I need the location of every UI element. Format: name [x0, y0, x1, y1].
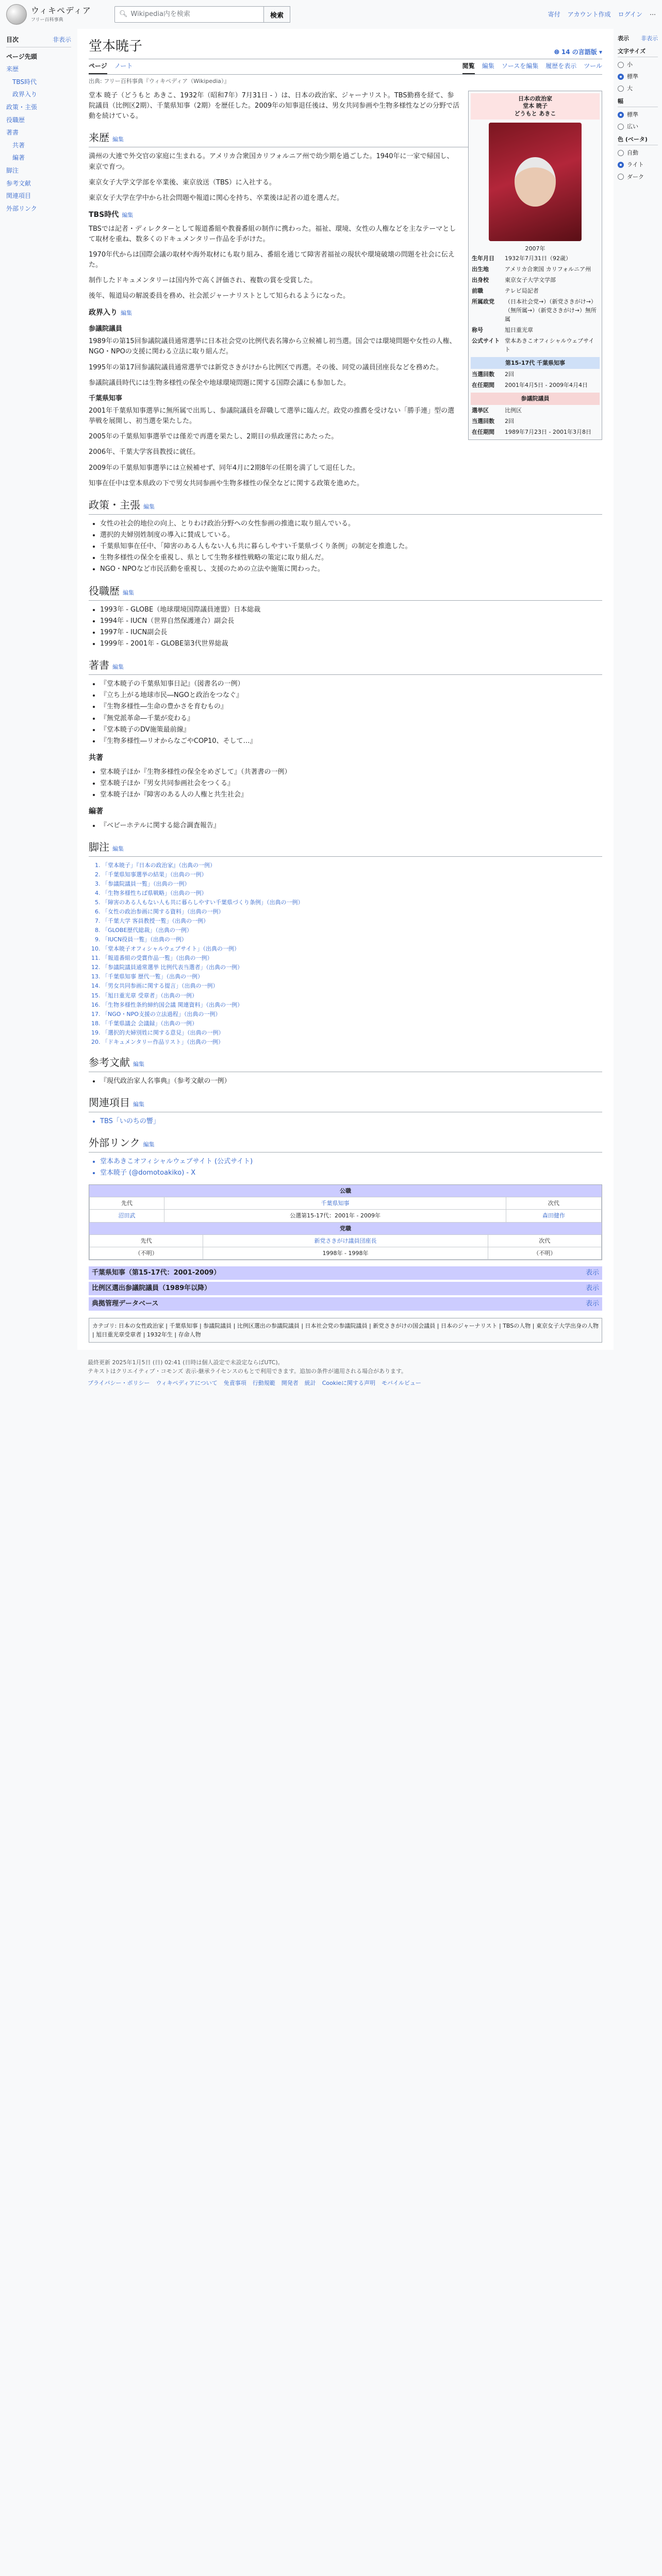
wikipedia-globe-icon	[6, 4, 27, 25]
infobox-row-label: 所属政党	[472, 298, 494, 306]
toc-item[interactable]: 外部リンク	[6, 205, 37, 212]
paragraph: 1970年代からは国際会議の取材や海外取材にも取り組み、番組を通じて障害者福祉の現状や環境破壊の問題を社会に伝えた。	[89, 250, 455, 269]
edit-link[interactable]: 編集	[122, 211, 134, 218]
role-item: • 1999年 - 2001年 - GLOBE第3代世界総裁	[100, 639, 602, 649]
reference-item[interactable]: 11. 「報道番組の受賞作品一覧」（出典の一例）	[102, 954, 602, 962]
book-item: • 『堂本暁子のDV施策最前線』	[100, 725, 602, 735]
infobox-row-label: 生年月日	[472, 255, 494, 262]
related-item[interactable]: • TBS「いのちの響」	[100, 1116, 602, 1127]
infobox-reading: どうもと あきこ	[514, 110, 556, 117]
reference-item[interactable]: 17. 「NGO・NPO支援の立法過程」（出典の一例）	[102, 1010, 602, 1019]
toc-item[interactable]: 役職歴	[6, 116, 25, 124]
reference-item[interactable]: 14. 「男女共同参画に関する提言」（出典の一例）	[102, 981, 602, 990]
radio-option[interactable]	[618, 110, 658, 119]
site-name: ウィキペディア	[31, 5, 91, 15]
paragraph: 1989年の第15回参議院議員通常選挙に日本社会党の比例代表名簿から立候補し初当選。国会では環境問題や女性の人権、NGO・NPOの支援に関わる立法に取り組んだ。	[89, 337, 456, 356]
radio-label: 標準	[627, 111, 638, 118]
paragraph: 2009年の千葉県知事選挙には立候補せず、同年4月に2期8年の任期を満了して退任した。	[89, 464, 359, 472]
radio-option[interactable]	[618, 160, 658, 169]
category-links[interactable]: カテゴリ: 日本の女性政治家 | 千葉県知事 | 参議院議員 | 比例区選出の参議院議員 | 日本社会党の参議院議員 | 新党さきがけの国会議員 | 日本のジャーナリスト | TBSの人物 | 東京女子大学出身の人物 | 旭日重光章受章者 | 1932年生 | 存命人物	[89, 1318, 602, 1343]
coauthored-list	[89, 767, 602, 800]
infobox-row-label: 出身校	[472, 276, 489, 283]
external-link[interactable]: • 堂本あきこオフィシャルウェブサイト (公式サイト)	[100, 1157, 602, 1167]
license-note: テキストはクリエイティブ・コモンズ 表示-継承ライセンスのもとで利用できます。追加の条件が適用される場合があります。	[88, 1368, 407, 1375]
paragraph: 2001年千葉県知事選挙に無所属で出馬し、参議院議員を辞職して選挙に臨んだ。政党の推薦を受けない「勝手連」型の選挙戦を展開し、初当選を果たした。	[89, 406, 455, 426]
edit-link[interactable]: 編集	[133, 1060, 144, 1067]
toc-item[interactable]: 共著	[12, 141, 25, 149]
radio-icon	[618, 62, 624, 68]
appearance-hide-button[interactable]: 非表示	[641, 35, 658, 42]
reference-item[interactable]: 1. 「堂本暁子」『日本の政治家』（出典の一例）	[102, 861, 602, 870]
edited-item: • 『ベビーホテルに関する総合調査報告』	[100, 821, 602, 831]
related-list	[89, 1116, 602, 1127]
reference-item[interactable]: 10. 「堂本暁子オフィシャルウェブサイト」（出典の一例）	[102, 944, 602, 953]
policy-item: • 女性の社会的地位の向上、とりわけ政治分野への女性参画の推進に取り組んでいる。	[100, 519, 602, 529]
toc-sidebar	[0, 29, 77, 1350]
reference-item[interactable]: 7. 「千葉大学 客員教授一覧」（出典の一例）	[102, 917, 602, 925]
navbox-head-party: 党職	[89, 1223, 602, 1234]
role-item: • 1994年 - IUCN（世界自然保護連合）副会長	[100, 616, 602, 626]
edit-link[interactable]: 編集	[143, 1141, 155, 1148]
radio-icon	[618, 112, 624, 118]
reference-item[interactable]: 13. 「千葉県知事 歴代一覧」（出典の一例）	[102, 972, 602, 981]
appearance-panel	[614, 29, 662, 1350]
policy-item: • NGO・NPOなど市民活動を重視し、支援のための立法や施策に関わった。	[100, 564, 602, 574]
reference-item[interactable]: 12. 「参議院議員通常選挙 比例代表当選者」（出典の一例）	[102, 963, 602, 972]
page-footer	[0, 1350, 662, 1396]
last-updated: 最終更新 2025年1月5日 (日) 02:41 (日時は個人設定で未設定ならばUTC)。	[88, 1359, 284, 1366]
reference-item[interactable]: 9. 「IUCN役員一覧」（出典の一例）	[102, 935, 602, 944]
edit-link[interactable]: 編集	[121, 310, 132, 317]
footer-link[interactable]: プライバシー・ポリシー	[88, 1380, 150, 1387]
succession-navbox: 公職 先代 千葉県知事 次代 沼田武 公選第15-17代：2001年 - 2009年 森田健作 党職 先代 新党さきがけ議員団座長 次代 （不明） 1998年 - 1998年 （不明）	[89, 1184, 602, 1260]
language-button[interactable]: 🌐︎ 14 の言語版 ▾	[554, 48, 602, 56]
infobox-row-value: テレビ局記者	[505, 287, 539, 295]
radio-label: 大	[627, 85, 633, 92]
section-coauthored: 共著	[89, 753, 103, 762]
infobox-row	[471, 416, 600, 427]
radio-icon	[618, 124, 624, 130]
book-item: • 『立ち上がる地球市民―NGOと政治をつなぐ』	[100, 690, 602, 701]
toc-item[interactable]: 脚注	[6, 166, 19, 174]
section-books: 著書 編集	[89, 657, 602, 675]
site-tagline: フリー百科事典	[31, 18, 63, 23]
infobox-row	[471, 427, 600, 437]
more-icon[interactable]: ⋯	[650, 10, 656, 18]
site-logo[interactable]	[6, 4, 99, 25]
toc-title: 目次	[6, 36, 19, 43]
infobox-row-label: 在任期間	[472, 382, 494, 389]
tab-read[interactable]: 閲覧	[462, 59, 475, 74]
infobox-name: 堂本 暁子	[523, 103, 548, 110]
radio-label: ダーク	[627, 173, 644, 180]
radio-icon	[618, 86, 624, 92]
footer-link[interactable]: 開発者	[281, 1380, 299, 1387]
infobox-row	[471, 405, 600, 416]
footer-link[interactable]: Cookieに関する声明	[322, 1380, 376, 1387]
paragraph: 2005年の千葉県知事選挙では僅差で再選を果たし、2期目の県政運営にあたった。	[89, 433, 338, 441]
page-title: 堂本暁子	[89, 39, 143, 54]
radio-label: 標準	[627, 73, 638, 80]
search-input[interactable]	[114, 6, 264, 23]
donate-link[interactable]: 寄付	[548, 10, 560, 18]
infobox-row-value: 2001年4月5日 - 2009年4月4日	[505, 382, 588, 389]
infobox-row-label: 出生地	[472, 265, 489, 273]
radio-label: 広い	[627, 123, 638, 130]
edit-link[interactable]: 編集	[112, 664, 124, 671]
navbox-authority[interactable]: 典拠管理データベース 表示	[89, 1297, 602, 1311]
edit-link[interactable]: 編集	[133, 1100, 144, 1108]
search-button[interactable]: 検索	[264, 6, 290, 23]
section-history: 来歴 編集	[89, 130, 602, 147]
infobox-table-1	[471, 253, 600, 355]
main-content	[77, 29, 614, 1350]
roles-list	[89, 605, 602, 650]
toc-list	[6, 50, 71, 215]
policy-item: • 生物多様性の保全を重視し、県として生物多様性戦略の策定に取り組んだ。	[100, 553, 602, 563]
navbox-head-office: 公職	[89, 1185, 602, 1197]
bibliography-list	[89, 1076, 602, 1087]
edit-link[interactable]: 編集	[143, 503, 155, 510]
radio-icon	[618, 150, 624, 156]
radio-option[interactable]	[618, 148, 658, 157]
subsection-governor: 千葉県知事	[89, 394, 123, 402]
infobox-row-value: 比例区	[505, 406, 522, 414]
infobox-row-value: 東京女子大学文学部	[505, 276, 556, 283]
radio-option[interactable]	[618, 72, 658, 81]
external-link[interactable]: • 堂本暁子 (@domotoakiko) - X	[100, 1168, 602, 1178]
toc-item[interactable]: 来歴	[6, 65, 19, 73]
paragraph: 参議院議員時代には生物多様性の保全や地球環境問題に関する国際会議にも参加した。	[89, 379, 351, 387]
site-header	[0, 0, 662, 29]
section-references: 脚注 編集	[89, 839, 602, 857]
infobox-row-value: 旭日重光章	[505, 327, 533, 334]
color-options	[618, 148, 658, 181]
reference-item[interactable]: 3. 「参議院議員一覧」（出典の一例）	[102, 879, 602, 888]
book-item: • 『堂本暁子の千葉県知事日記』（図書名の一例）	[100, 679, 602, 689]
footer-link[interactable]: モバイルビュー	[382, 1380, 422, 1387]
footer-links	[88, 1379, 574, 1387]
reference-item[interactable]: 20. 「ドキュメンタリー作品リスト」（出典の一例）	[102, 1038, 602, 1046]
login-link[interactable]: ログイン	[618, 10, 642, 18]
role-item: • 1997年 - IUCN副会長	[100, 628, 602, 638]
infobox-row	[471, 335, 600, 355]
toc-hide-button[interactable]: 非表示	[52, 36, 71, 43]
footer-link[interactable]: 行動規範	[252, 1380, 275, 1387]
infobox-row	[471, 275, 600, 285]
infobox-row	[471, 285, 600, 296]
infobox-row	[471, 325, 600, 335]
appearance-title: 表示	[618, 35, 629, 42]
search-placeholder: Wikipedia内を検索	[130, 10, 190, 18]
section-related: 関連項目 編集	[89, 1095, 602, 1112]
tab-edit-source[interactable]: ソースを編集	[501, 62, 539, 70]
section-edited: 編著	[89, 807, 103, 816]
reference-item[interactable]: 19. 「選択的夫婦別姓に関する意見」（出典の一例）	[102, 1028, 602, 1037]
edited-list	[89, 821, 602, 831]
page-tabs	[89, 59, 602, 75]
paragraph: 満州の大連で外交官の家庭に生まれる。アメリカ合衆国カリフォルニア州で幼少期を過ごした。1940年に一家で帰国し、東京で育つ。	[89, 152, 454, 171]
radio-option[interactable]	[618, 122, 658, 131]
search-icon: 🔍︎	[119, 10, 128, 18]
radio-icon	[618, 74, 624, 80]
paragraph: 東京女子大学文学部を卒業後、東京放送（TBS）に入社する。	[89, 178, 276, 187]
infobox-table-2	[471, 369, 600, 391]
infobox-row-label: 公式サイト	[472, 337, 500, 345]
infobox-band-governor: 第15-17代 千葉県知事	[471, 357, 600, 369]
width-title: 幅	[618, 97, 658, 107]
subsection-councillor: 参議院議員	[89, 325, 123, 333]
coauthored-item: • 堂本暁子ほか『生物多様性の保全をめざして』（共著書の一例）	[100, 767, 602, 777]
book-item: • 『生物多様性―生命の豊かさを育むもの』	[100, 702, 602, 712]
infobox-band-councillor: 参議院議員	[471, 393, 600, 404]
color-title: 色 (ベータ)	[618, 135, 658, 145]
infobox-row-value: 2回	[505, 417, 514, 425]
policy-item: • 千葉県知事在任中、「障害のある人もない人も共に暮らしやすい千葉県づくり条例」の制定を推進した。	[100, 541, 602, 552]
infobox-row	[471, 264, 600, 275]
toc-item[interactable]: 関連項目	[6, 192, 31, 200]
infobox-row	[471, 380, 600, 391]
infobox-table-3	[471, 405, 600, 437]
infobox-row-value: （日本社会党→）（新党さきがけ→）（無所属→）（新党さきがけ→）無所属	[505, 298, 597, 323]
paragraph: TBSでは記者・ディレクターとして報道番組や教養番組の制作に携わった。福祉、環境、女性の人権などを主なテーマとして取材を重ね、数多くのドキュメンタリー作品を手がけた。	[89, 225, 456, 243]
reference-item[interactable]: 8. 「GLOBE歴代総裁」（出典の一例）	[102, 926, 602, 935]
edit-link[interactable]: 編集	[112, 845, 124, 852]
infobox-row-value: アメリカ合衆国 カリフォルニア州	[505, 265, 591, 273]
reference-item[interactable]: 18. 「千葉県議会 会議録」（出典の一例）	[102, 1019, 602, 1028]
coauthored-item: • 堂本暁子ほか『障害のある人の人権と共生社会』	[100, 790, 602, 800]
coauthored-item: • 堂本暁子ほか『男女共同参画社会をつくる』	[100, 778, 602, 789]
infobox-row-label: 在任期間	[472, 428, 494, 435]
radio-label: 小	[627, 61, 633, 69]
reference-item[interactable]: 16. 「生物多様性条約締約国会議 関連資料」（出典の一例）	[102, 1001, 602, 1009]
infobox-row-label: 前職	[472, 287, 483, 295]
books-list	[89, 679, 602, 747]
toc-item[interactable]: TBS時代	[12, 78, 37, 86]
infobox-row-value: 1932年7月31日（92歳）	[505, 255, 571, 262]
paragraph: 知事在任中は堂本県政の下で男女共同参画や生物多様性の保全などに関する政策を進めた。	[89, 479, 364, 487]
section-tbs: TBS時代 編集	[89, 210, 134, 219]
role-item: • 1993年 - GLOBE（地球環境国際議員連盟）日本総裁	[100, 605, 602, 615]
infobox-category: 日本の政治家	[518, 95, 552, 102]
infobox-row-value: 堂本あきこオフィシャルウェブサイト	[505, 337, 594, 353]
paragraph: 2006年、千葉大学客員教授に就任。	[89, 448, 200, 456]
reference-item[interactable]: 6. 「女性の政治参画に関する資料」（出典の一例）	[102, 907, 602, 916]
create-account-link[interactable]: アカウント作成	[567, 10, 611, 18]
text-size-options	[618, 60, 658, 93]
toc-item[interactable]: 著書	[6, 129, 19, 137]
photo-caption: 2007年	[525, 245, 545, 252]
infobox-row-label: 選挙区	[472, 406, 489, 414]
tab-talk[interactable]: ノート	[114, 62, 133, 70]
toc-item[interactable]: 政界入り	[12, 91, 38, 98]
infobox-row	[471, 253, 600, 264]
references-list	[89, 861, 602, 1046]
external-links-list	[89, 1157, 602, 1178]
toc-item[interactable]: 参考文献	[6, 179, 31, 187]
reference-item[interactable]: 15. 「旭日重光章 受章者」（出典の一例）	[102, 991, 602, 1000]
search-form	[114, 6, 290, 23]
footer-link[interactable]: 統計	[304, 1380, 316, 1387]
infobox-row-label: 称号	[472, 327, 483, 334]
edit-link[interactable]: 編集	[112, 136, 124, 143]
policy-item: • 選択的夫婦別姓制度の導入に賛成している。	[100, 530, 602, 540]
radio-label: 自動	[627, 149, 638, 157]
reference-item[interactable]: 2. 「千葉県知事選挙の結果」（出典の一例）	[102, 870, 602, 879]
page-source-note: 出典: フリー百科事典『ウィキペディア（Wikipedia）』	[89, 77, 230, 84]
edit-link[interactable]: 編集	[123, 589, 134, 596]
intro-paragraph: 堂本 暁子（どうもと あきこ、1932年（昭和7年）7月31日 - ）は、日本の政治家、ジャーナリスト。TBS勤務を経て、参院議員（比例区2期）、千葉県知事（2期）を歴任した。2009年の知事退任後は、男女共同参画や生物多様性などの分野で活動を続けている。	[89, 91, 460, 121]
tab-history[interactable]: 履歴を表示	[545, 62, 577, 70]
reference-item[interactable]: 4. 「生物多様性ちば県戦略」（出典の一例）	[102, 889, 602, 897]
paragraph: 後年、報道局の解説委員を務め、社会派ジャーナリストとして知られるようになった。	[89, 292, 350, 300]
section-external: 外部リンク 編集	[89, 1135, 602, 1153]
infobox-row-label: 当選回数	[472, 371, 494, 378]
toc-item[interactable]: 政策・主張	[6, 103, 38, 111]
policy-list	[89, 519, 602, 575]
navbox-councillors[interactable]: 比例区選出参議院議員（1989年以降） 表示	[89, 1282, 602, 1295]
book-item: • 『無党派革命―千葉が変わる』	[100, 714, 602, 724]
width-options	[618, 110, 658, 131]
text-size-title: 文字サイズ	[618, 47, 658, 57]
radio-option[interactable]	[618, 60, 658, 69]
tab-tools[interactable]: ツール	[584, 62, 602, 70]
bibliography-item: • 『現代政治家人名事典』（参考文献の一例）	[100, 1076, 602, 1087]
reference-item[interactable]: 5. 「障害のある人もない人も共に暮らしやすい千葉県づくり条例」（出典の一例）	[102, 898, 602, 907]
footer-link[interactable]: ウィキペディアについて	[156, 1380, 218, 1387]
infobox-row	[471, 296, 600, 325]
section-policies: 政策・主張 編集	[89, 497, 602, 515]
infobox-row-value: 2回	[505, 371, 514, 378]
article-body	[89, 91, 602, 1343]
radio-icon	[618, 162, 624, 168]
book-item: • 『生物多様性―リオからなごやCOP10、そして…』	[100, 736, 602, 747]
portrait-photo[interactable]	[489, 123, 582, 241]
section-roles: 役職歴 編集	[89, 583, 602, 601]
infobox-row-label: 当選回数	[472, 417, 494, 425]
section-politics: 政界入り 編集	[89, 309, 132, 317]
paragraph: 1995年の第17回参議院議員通常選挙では新党さきがけから比例区で再選。その後、同党の議員団座長などを務めた。	[89, 363, 443, 371]
section-bibliography: 参考文献 編集	[89, 1055, 602, 1072]
radio-icon	[618, 174, 624, 180]
radio-label: ライト	[627, 161, 644, 168]
radio-option[interactable]	[618, 173, 658, 181]
paragraph: 東京女子大学在学中から社会問題や報道に関心を持ち、卒業後は記者の道を選んだ。	[89, 194, 344, 202]
radio-option[interactable]	[618, 84, 658, 93]
toc-item[interactable]: 編著	[12, 154, 25, 162]
tab-edit[interactable]: 編集	[482, 62, 494, 70]
footer-link[interactable]: 免責事項	[223, 1380, 246, 1387]
infobox	[468, 91, 602, 440]
infobox-row-value: 1989年7月23日 - 2001年3月8日	[505, 428, 591, 435]
paragraph: 制作したドキュメンタリーは国内外で高く評価され、複数の賞を受賞した。	[89, 277, 317, 285]
navbox-governors[interactable]: 千葉県知事（第15-17代：2001-2009） 表示	[89, 1266, 602, 1280]
user-links	[548, 10, 656, 20]
tab-page[interactable]: ページ	[89, 59, 107, 74]
toc-item[interactable]: ページ先頭	[6, 53, 37, 60]
infobox-row	[471, 369, 600, 380]
